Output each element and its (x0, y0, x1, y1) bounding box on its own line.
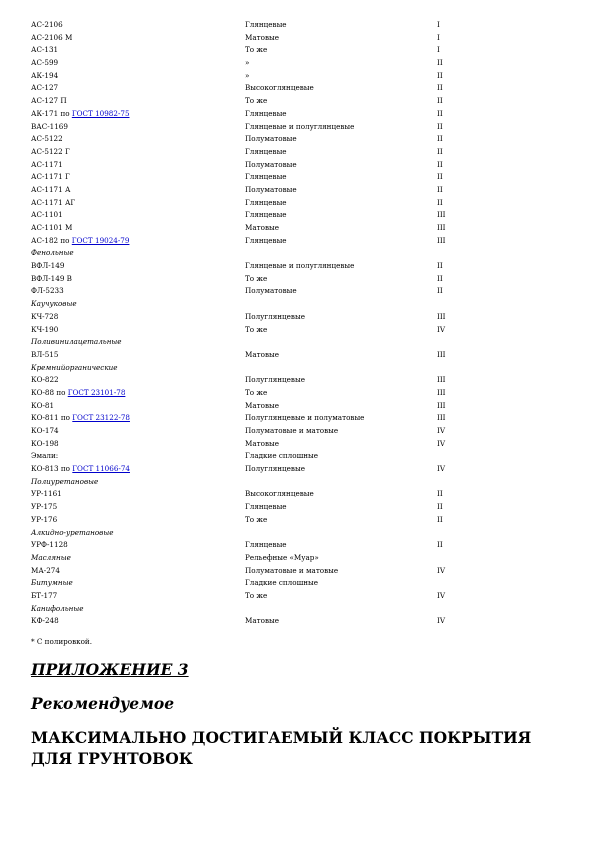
coating-class: II (437, 96, 443, 106)
material-label: КО-811 по (31, 413, 73, 423)
coating-type: Полуматовые (245, 159, 297, 169)
coating-type: Рельефные «Муар» (245, 552, 319, 562)
material-label: АС-1171 (31, 159, 63, 169)
material-name (31, 577, 73, 590)
coating-class: II (437, 197, 443, 207)
material-label: КО-88 по (31, 387, 68, 397)
table-row (31, 133, 571, 146)
material-name (31, 285, 64, 298)
table-row (31, 400, 571, 413)
material-label: ФЛ-5233 (31, 286, 64, 296)
material-label: АС-2106 М (31, 32, 73, 42)
table-row (31, 311, 571, 324)
material-name (31, 260, 64, 273)
coating-type: То же (245, 514, 268, 524)
table-row (31, 539, 571, 552)
coating-type: Гладкие сплошные (245, 451, 319, 461)
coating-type: Глянцевые (245, 172, 287, 182)
material-name (31, 400, 54, 413)
material-name (31, 209, 63, 222)
table-row (31, 412, 571, 425)
material-label: КО-174 (31, 426, 59, 435)
appendix-title: ПРИЛОЖЕНИЕ 3 (31, 660, 189, 679)
coating-type: Матовые (245, 438, 279, 448)
material-label: АС-2106 (31, 20, 63, 29)
material-name (31, 235, 129, 248)
section-heading: Алкидно-уретановые (31, 527, 114, 537)
table-row (31, 57, 571, 70)
material-label: АС-5122 (31, 134, 63, 144)
material-label: АС-1101 М (31, 223, 73, 232)
material-label: АС-1171 АГ (31, 197, 76, 207)
material-name (31, 19, 63, 32)
material-name (31, 146, 70, 159)
coating-type: Полуматовые и матовые (245, 565, 339, 575)
table-row (31, 95, 571, 108)
standard-link[interactable]: ГОСТ 19024-79 (71, 235, 130, 245)
table-row (31, 590, 571, 603)
coating-class: I (437, 45, 440, 55)
table-row (31, 121, 571, 134)
table-row (31, 32, 571, 45)
material-label: АК-194 (31, 70, 59, 80)
coating-type: То же (245, 324, 268, 334)
material-name (31, 425, 59, 438)
material-label: МА-274 (31, 565, 60, 575)
coating-type: Глянцевые (245, 146, 287, 156)
material-label: АС-182 по (31, 235, 72, 245)
material-name (31, 590, 57, 603)
table-row (31, 501, 571, 514)
material-name (31, 222, 72, 235)
coating-type: Глянцевые и полуглянцевые (245, 261, 355, 271)
material-name (31, 488, 62, 501)
coating-type: Глянцевые (245, 108, 287, 118)
table-row (31, 565, 571, 578)
section-heading: Кремнийорганические (31, 362, 118, 372)
section-heading: Фенольные (31, 248, 74, 258)
coating-type: Полуматовые и матовые (245, 426, 339, 435)
table-row (31, 450, 571, 463)
material-name (31, 615, 59, 628)
table-row (31, 70, 571, 83)
coating-type: » (245, 70, 250, 80)
coating-class: IV (437, 426, 446, 435)
material-name (31, 412, 130, 425)
coating-type: Полуматовые (245, 184, 297, 194)
coating-class: III (437, 223, 446, 232)
material-label: КО-822 (31, 375, 59, 385)
coating-type: Глянцевые (245, 502, 287, 512)
coating-type: То же (245, 590, 268, 600)
material-label: КО-81 (31, 400, 55, 410)
standard-link[interactable]: ГОСТ 23122-78 (72, 413, 130, 423)
coating-class: II (437, 108, 443, 118)
coating-type: Глянцевые (245, 197, 287, 207)
table-row (31, 349, 571, 362)
material-name (31, 463, 130, 476)
material-label: УР-175 (31, 502, 58, 512)
standard-link[interactable]: ГОСТ 23101-78 (67, 387, 126, 397)
material-name (31, 70, 58, 83)
coating-class: IV (437, 438, 446, 448)
table-row (31, 19, 571, 32)
material-name (31, 438, 59, 451)
table-row (31, 146, 571, 159)
coating-type: Полуглянцевые (245, 375, 305, 385)
section-heading: Каучуковые (31, 299, 77, 309)
table-row (31, 159, 571, 172)
material-name (31, 108, 130, 121)
material-name (31, 133, 63, 146)
coating-class: II (437, 540, 443, 550)
material-label: АС-1171 Г (31, 172, 70, 182)
table-row (31, 463, 571, 476)
coating-class: III (437, 349, 446, 359)
material-name (31, 57, 58, 70)
material-name (31, 95, 67, 108)
material-label: АС-1101 (31, 210, 63, 220)
appendix-subtitle: Рекомендуемое (31, 694, 175, 713)
coating-type: Полуглянцевые и полуматовые (245, 413, 365, 423)
material-name (31, 184, 70, 197)
coating-type: То же (245, 273, 268, 283)
table-row (31, 387, 571, 400)
coating-type: Глянцевые (245, 20, 287, 29)
coating-class: IV (437, 616, 446, 626)
material-label: КО-198 (31, 438, 59, 448)
table-row (31, 260, 571, 273)
coating-type: Гладкие сплошные (245, 578, 319, 588)
material-name (31, 349, 58, 362)
coating-class: IV (437, 464, 446, 474)
table-row (31, 438, 571, 451)
standard-link[interactable]: ГОСТ 11066-74 (72, 464, 130, 474)
table-row (31, 425, 571, 438)
coating-class: III (437, 400, 446, 410)
material-name (31, 514, 57, 527)
table-row (31, 197, 571, 210)
coating-type: Полуглянцевые (245, 311, 305, 321)
material-label: АК-171 по (31, 108, 72, 118)
coating-class: II (437, 70, 443, 80)
material-label: Битумные (31, 578, 73, 588)
material-label: АС-127 (31, 83, 59, 93)
section-heading: Полиуретановые (31, 476, 99, 486)
coating-class: II (437, 121, 443, 131)
table-row (31, 209, 571, 222)
coating-class: II (437, 184, 443, 194)
material-label: АС-5122 Г (31, 146, 70, 156)
material-name (31, 324, 58, 337)
material-name (31, 450, 58, 463)
section-heading: Поливинилацетальные (31, 337, 122, 347)
table-row (31, 514, 571, 527)
coating-type: Матовые (245, 223, 279, 232)
coating-class: II (437, 172, 443, 182)
coating-class: III (437, 210, 446, 220)
material-label: КФ-248 (31, 616, 59, 626)
material-label: БТ-177 (31, 590, 58, 600)
coating-class: II (437, 502, 443, 512)
material-label: КЧ-728 (31, 311, 59, 321)
table-row (31, 44, 571, 57)
coating-class: IV (437, 324, 446, 334)
coating-class: II (437, 514, 443, 524)
coating-type: То же (245, 96, 268, 106)
coating-class: II (437, 58, 443, 68)
table-row (31, 108, 571, 121)
material-name (31, 539, 68, 552)
coating-type: То же (245, 387, 268, 397)
coating-type: Высокоглянцевые (245, 83, 314, 93)
material-label: ВАС-1169 (31, 121, 68, 131)
table-row (31, 82, 571, 95)
coating-type: Матовые (245, 616, 279, 626)
material-name (31, 273, 72, 286)
coating-type: Высокоглянцевые (245, 489, 314, 499)
material-label: АС-599 (31, 58, 59, 68)
coating-type: Глянцевые (245, 235, 287, 245)
table-row (31, 577, 571, 590)
coating-class: II (437, 134, 443, 144)
section-heading: Канифольные (31, 603, 84, 613)
table-row (31, 184, 571, 197)
coating-class: II (437, 286, 443, 296)
material-name (31, 32, 72, 45)
table-row (31, 222, 571, 235)
material-label: ВЛ-515 (31, 349, 59, 359)
coating-class: II (437, 261, 443, 271)
material-label: УР-176 (31, 514, 58, 524)
table-row (31, 171, 571, 184)
table-row (31, 374, 571, 387)
coating-class: III (437, 387, 446, 397)
material-label: ВФЛ-149 (31, 261, 65, 271)
material-label: АС-1171 А (31, 184, 71, 194)
coating-class: II (437, 273, 443, 283)
coating-class: II (437, 159, 443, 169)
material-label: УР-1161 (31, 489, 62, 499)
coating-type: Матовые (245, 400, 279, 410)
coating-class: II (437, 489, 443, 499)
material-label: УРФ-1128 (31, 540, 68, 550)
coating-class: II (437, 83, 443, 93)
table-row (31, 273, 571, 286)
material-label: КЧ-190 (31, 324, 59, 334)
coating-type: Глянцевые (245, 540, 287, 550)
table-row (31, 235, 571, 248)
material-name (31, 171, 70, 184)
coating-type: Полуглянцевые (245, 464, 305, 474)
table-row (31, 615, 571, 628)
coating-type: Полуматовые (245, 134, 297, 144)
footnote: * С полировкой. (31, 637, 93, 646)
material-label: АС-131 (31, 45, 59, 55)
table-row (31, 552, 571, 565)
material-name (31, 387, 125, 400)
coating-type: Матовые (245, 349, 279, 359)
material-name (31, 311, 58, 324)
coating-class: IV (437, 565, 446, 575)
coating-type: » (245, 58, 250, 68)
coating-type: То же (245, 45, 268, 55)
material-name (31, 82, 58, 95)
coating-type: Глянцевые (245, 210, 287, 220)
appendix-heading: МАКСИМАЛЬНО ДОСТИГАЕМЫЙ КЛАСС ПОКРЫТИЯ ДЛЯ ГРУНТОВОК (31, 728, 532, 768)
material-name (31, 121, 68, 134)
material-name (31, 501, 57, 514)
material-label: Эмали: (31, 451, 59, 461)
material-label: КО-813 по (31, 464, 73, 474)
coating-class: II (437, 146, 443, 156)
coating-class: I (437, 32, 440, 42)
material-label: Масляные (31, 552, 71, 562)
coating-type: Глянцевые и полуглянцевые (245, 121, 355, 131)
coating-type: Полуматовые (245, 286, 297, 296)
table-row (31, 285, 571, 298)
material-name (31, 197, 75, 210)
material-label: ВФЛ-149 В (31, 273, 72, 283)
table-row (31, 488, 571, 501)
standard-link[interactable]: ГОСТ 10982-75 (71, 108, 130, 118)
material-name (31, 374, 59, 387)
material-label: АС-127 П (31, 96, 67, 106)
table-row (31, 324, 571, 337)
coating-class: III (437, 311, 446, 321)
material-name (31, 565, 60, 578)
coatings-table (31, 19, 571, 628)
material-name (31, 552, 71, 565)
material-name (31, 44, 58, 57)
coating-class: I (437, 20, 440, 29)
coating-class: III (437, 375, 446, 385)
coating-type: Матовые (245, 32, 279, 42)
coating-class: III (437, 413, 446, 423)
coating-class: III (437, 235, 446, 245)
material-name (31, 159, 63, 172)
coating-class: IV (437, 590, 446, 600)
